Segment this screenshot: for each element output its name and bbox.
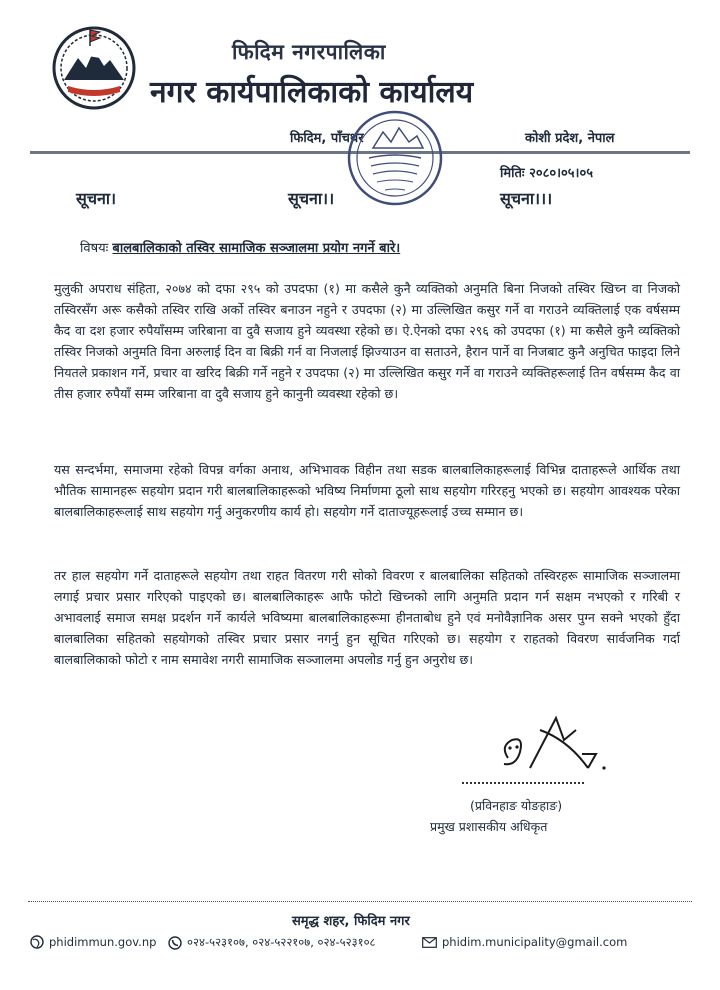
municipality-name: फिदिम नगरपालिका [232, 40, 386, 64]
signatory-title: प्रमुख प्रशासकीय अधिकृत [430, 819, 548, 834]
phone-numbers: ०२४-५२३१०७, ०२४-५२२१०७, ०२४-५२३१०८ [187, 935, 376, 949]
footer-email [422, 935, 627, 949]
subject-line [80, 238, 400, 256]
email-icon [422, 937, 437, 948]
handwritten-signature [490, 710, 615, 780]
body-paragraph-3: तर हाल सहयोग गर्ने दाताहरूले सहयोग तथा राहत वितरण गरी सोको विवरण र बालबालिका सहितको तस्विरहरू सामाजिक सञ्जालमा लगाई प्रचार प्रसार गरिएको पाइएको छ। बालबालिकाहरू आफै फोटो खिच्नको लागि अनुमति प्रदान गर्न सक्षम नभएको र गरिबी र अभावलाई समाज समक्ष प्रदर्शन गर्ने कार्यले भविष्यमा बालबालिकाहरूमा हीनताबोध हुने एवं मनोवैज्ञानिक असर पुग्न सक्ने भएको हुँदा बालबालिका सहितको सहयोगको तस्विर प्रचार प्रसार नगर्नु हुन सूचित गरिएको छ। सहयोग र राहतको विवरण सार्वजनिक गर्दा बालबालिकाको फोटो र नाम समावेश नगरी सामाजिक सञ्जालमा अपलोड गर्नु हुन अनुरोध छ। [54, 568, 680, 667]
phone-icon [168, 936, 182, 950]
footer-divider [28, 901, 692, 902]
notice-heading-1: सूचना। [76, 189, 117, 208]
body-paragraph-1: मुलुकी अपराध संहिता, २०७४ को दफा २९५ को उपदफा (१) मा कसैले कुनै व्यक्तिको अनुमति बिना निजको तस्विर खिच्न वा निजको तस्विरसँग अरू कसैको तस्विर राखि अर्को तस्विर बनाउन नहुने र उपदफा (२) मा उल्लिखित कसुर गर्ने वा गराउने व्यक्तिलाई एक वर्षसम्म कैद वा दश हजार रुपैयाँसम्म जरिबाना वा दुवै सजाय हुने व्यवस्था रहेको छ। ऐ.ऐनको दफा २९६ को उपदफा (१) मा कसैले कुनै व्यक्तिको तस्विर निजको अनुमति विना अरुलाई दिन वा बिक्री गर्न वा निजलाई झिज्याउन वा सताउने, हैरान पार्ने वा निजबाट कुनै अनुचित फाइदा लिने नियतले प्रकाशन गर्ने, प्रचार वा खरिद बिक्री गर्ने नहुने र उपदफा (२) मा उल्लिखित कसुर गर्ने वा गराउने व्यक्तिहरूलाई तिन वर्षसम्म कैद वा तीस हजार रुपैयाँ सम्म जरिबाना वा दुवै सजाय हुने कानुनी व्यवस्था रहेको छ। [54, 281, 680, 401]
subject-text: बालबालिकाको तस्विर सामाजिक सञ्जालमा प्रयोग नगर्ने बारे। [112, 241, 401, 256]
nepal-emblem-icon [48, 20, 140, 112]
notice-heading-2: सूचना।। [288, 189, 335, 208]
notice-date: मितिः २०८०।०५।०५ [500, 166, 594, 181]
website-text[interactable]: phidimmun.gov.np [49, 935, 157, 949]
subject-label: विषयः [80, 241, 109, 256]
signature-dotted-line [462, 782, 584, 784]
footer-slogan: समृद्ध शहर, फिदिम नगर [292, 914, 410, 929]
footer-website [30, 935, 156, 949]
office-name: नगर कार्यपालिकाको कार्यालय [150, 75, 474, 110]
footer-phones [168, 935, 376, 950]
office-seal-icon [345, 108, 445, 208]
email-address[interactable]: phidim.municipality@gmail.com [442, 935, 628, 949]
body-paragraph-2: यस सन्दर्भमा, समाजमा रहेको विपन्न वर्गका अनाथ, अभिभावक विहीन तथा सडक बालबालिकाहरूलाई विभिन्न दाताहरूले आर्थिक तथा भौतिक सामानहरू सहयोग प्रदान गरी बालबालिकाहरूको भविष्य निर्माणमा ठूलो साथ सहयोग गरिरहनु भएको छ। सहयोग आवश्यक परेका बालबालिकाहरूलाई साथ सहयोग गर्नु अनुकरणीय कार्य हो। सहयोग गर्ने दाताज्यूहरूलाई उच्च सम्मान छ। [54, 462, 680, 519]
notice-heading-3: सूचना।।। [500, 189, 553, 208]
province-address: कोशी प्रदेश, नेपाल [525, 131, 615, 146]
office-location: फिदिम, पाँचथर [290, 131, 364, 146]
signatory-name: (प्रविनहाङ योङहाङ) [470, 798, 563, 813]
globe-icon [30, 935, 44, 949]
